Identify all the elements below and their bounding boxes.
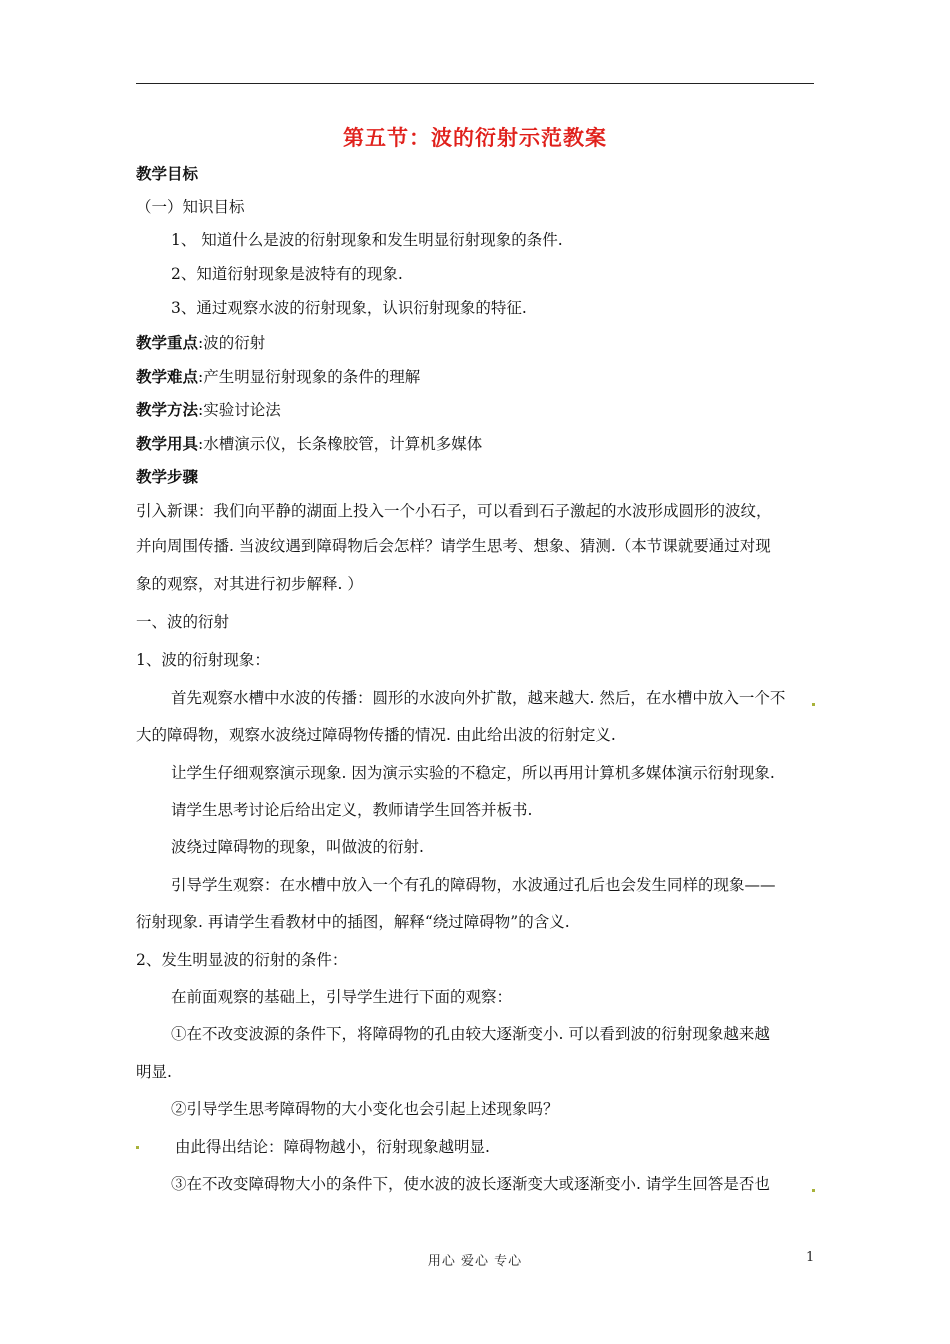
para-3: 请学生思考讨论后给出定义，教师请学生回答并板书. [171,801,533,819]
tools-text: :水槽演示仪，长条橡胶管，计算机多媒体 [198,435,483,453]
para-1-line-2: 大的障碍物，观察水波绕过障碍物传播的情况. 由此给出波的衍射定义. [136,726,616,744]
goal-2: 2、知道衍射现象是波特有的现象. [171,265,403,283]
method-label: 教学方法 [136,400,199,419]
method-text: :实验讨论法 [198,401,281,419]
tools-label: 教学用具 [136,434,199,453]
heading-steps: 教学步骤 [136,467,199,486]
intro-line-3: 象的观察，对其进行初步解释. ） [136,575,363,593]
para-2: 让学生仔细观察演示现象. 因为演示实验的不稳定，所以再用计算机多媒体演示衍射现象. [171,764,775,782]
difficulty-label: 教学难点 [136,367,199,386]
ink-mark [812,703,815,706]
para-4-definition: 波绕过障碍物的现象，叫做波的衍射. [171,838,424,856]
method-row [136,400,281,420]
para-7-line-2: 明显. [136,1063,172,1081]
section-1-1-heading: 1、波的衍射现象： [136,651,270,669]
para-1-line-1: 首先观察水槽中水波的传播：圆形的水波向外扩散，越来越大. 然后，在水槽中放入一个不 [171,689,786,707]
section-1-2-heading: 2、发生明显波的衍射的条件： [136,951,348,969]
page-number: 1 [806,1250,815,1265]
page-footer: 用心 爱心 专心 [427,1254,523,1269]
page-title: 第五节：波的衍射示范教案 [343,125,607,150]
ink-mark [812,1189,815,1192]
section-1-heading: 一、波的衍射 [136,613,230,631]
goal-3: 3、通过观察水波的衍射现象，认识衍射现象的特征. [171,299,527,317]
heading-goals: 教学目标 [136,164,199,183]
tools-row [136,434,482,454]
para-9-conclusion: 由此得出结论：障碍物越小，衍射现象越明显. [175,1138,490,1156]
para-10: ③在不改变障碍物大小的条件下，使水波的波长逐渐变大或逐渐变小. 请学生回答是否也 [171,1175,770,1193]
para-5-line-1: 引导学生观察：在水槽中放入一个有孔的障碍物，水波通过孔后也会发生同样的现象—— [171,876,776,894]
intro-line-2: 并向周围传播. 当波纹遇到障碍物后会怎样？请学生思考、想象、猜测.（本节课就要通过对现 [136,537,771,555]
goal-1: 1、 知道什么是波的衍射现象和发生明显衍射现象的条件. [171,231,563,249]
para-8: ②引导学生思考障碍物的大小变化也会引起上述现象吗？ [171,1100,559,1118]
para-7-line-1: ①在不改变波源的条件下，将障碍物的孔由较大逐渐变小. 可以看到波的衍射现象越来越 [171,1025,770,1043]
difficulty-text: :产生明显衍射现象的条件的理解 [198,368,421,386]
intro-line-1: 引入新课：我们向平静的湖面上投入一个小石子，可以看到石子激起的水波形成圆形的波纹， [136,502,772,520]
key-point-label: 教学重点 [136,333,199,352]
para-6: 在前面观察的基础上，引导学生进行下面的观察： [171,988,513,1006]
difficulty-row [136,367,420,387]
para-5-line-2: 衍射现象. 再请学生看教材中的插图，解释“绕过障碍物”的含义. [136,913,570,931]
header-rule [136,83,814,84]
key-point-row [136,333,265,353]
sub-knowledge-goals: （一）知识目标 [136,198,245,216]
key-point-text: :波的衍射 [198,334,266,352]
ink-mark [136,1146,139,1149]
